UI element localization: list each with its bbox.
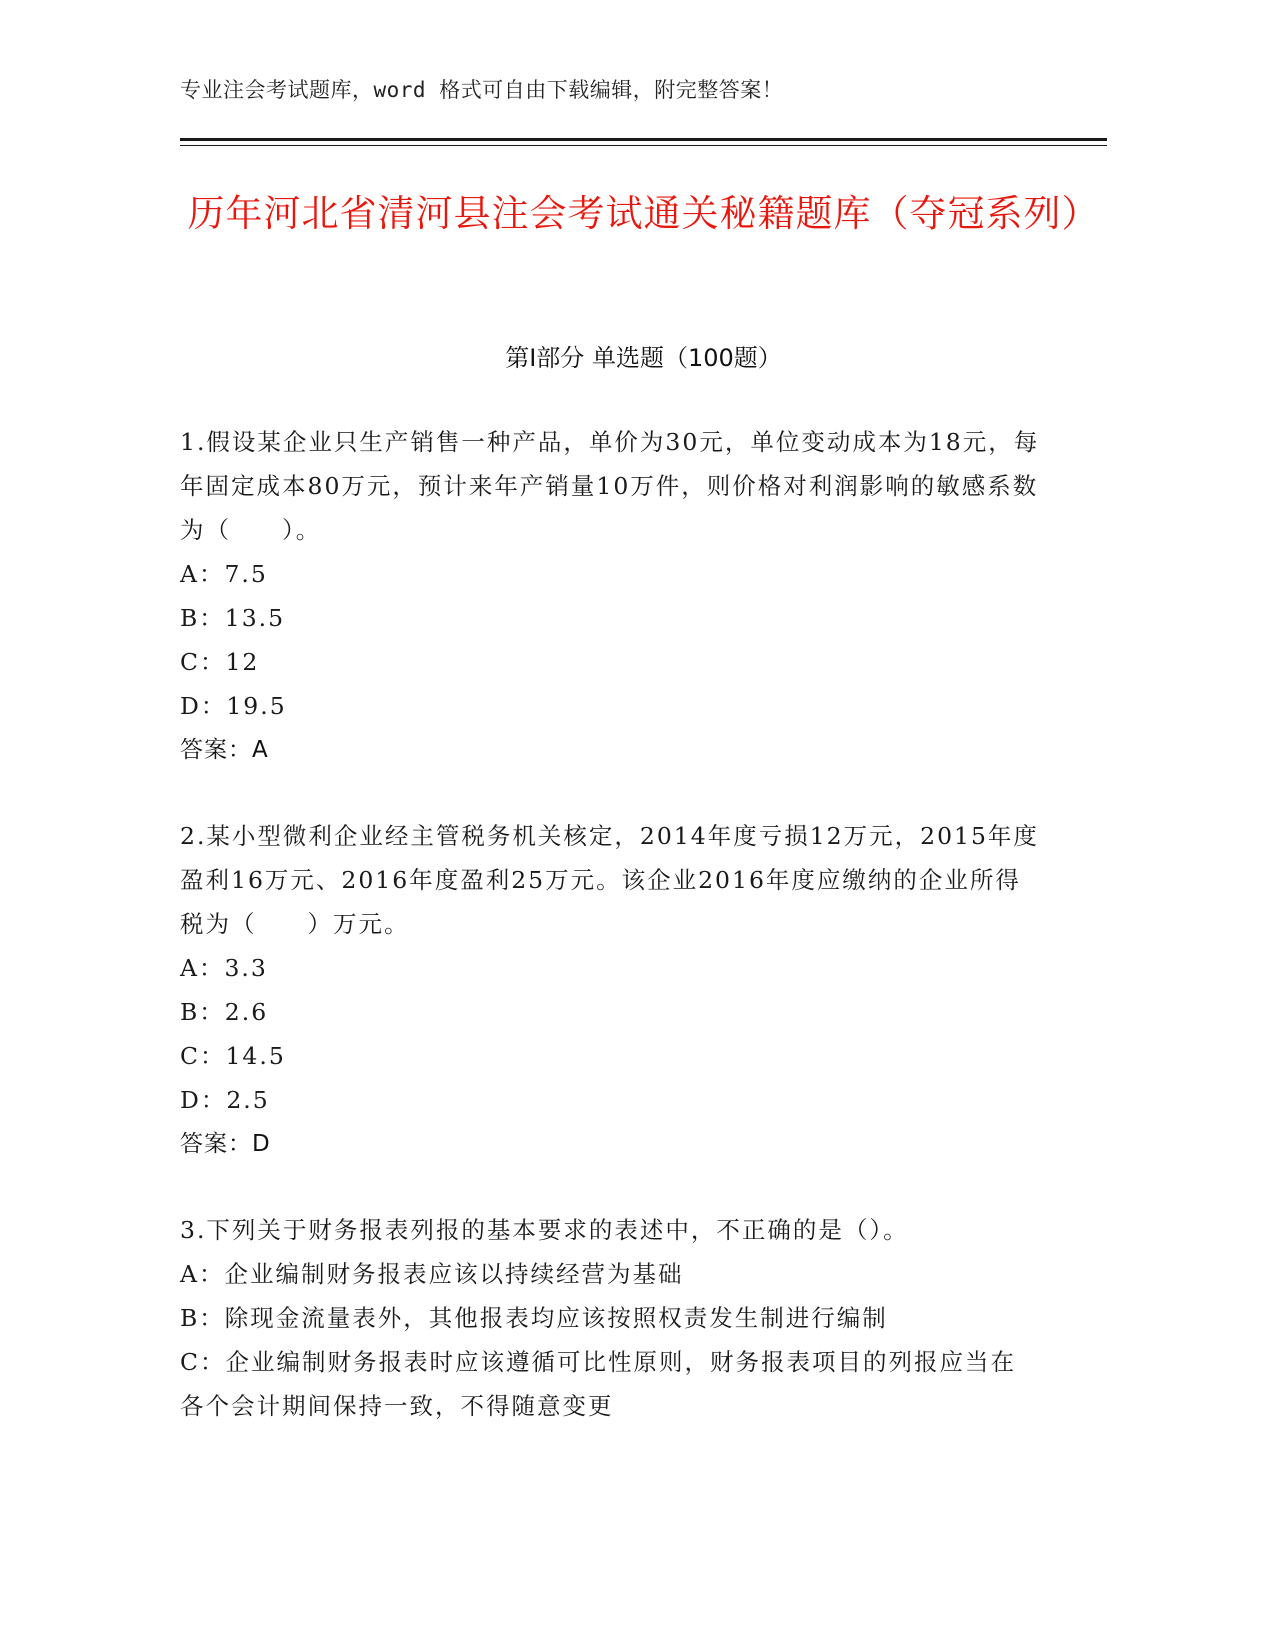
question-stem: 1.假设某企业只生产销售一种产品，单价为30元，单位变动成本为18元，每年固定成本80万元，预计来年产销量10万件，则价格对利润影响的敏感系数为（ ）。 xyxy=(180,428,1040,544)
option-a: A：3.3 xyxy=(180,954,268,982)
answer: 答案：D xyxy=(180,1131,271,1157)
option-c: C：14.5 xyxy=(180,1042,286,1070)
option-c: C：12 xyxy=(180,648,260,676)
option-b: B：13.5 xyxy=(180,604,286,632)
header-rule-thin xyxy=(180,145,1107,146)
option-d: D：2.5 xyxy=(180,1086,270,1114)
option-b: B：除现金流量表外，其他报表均应该按照权责发生制进行编制 xyxy=(180,1304,888,1332)
option-d: D：19.5 xyxy=(180,692,287,720)
question-2 xyxy=(180,814,1040,1166)
question-1 xyxy=(180,420,1040,772)
option-b: B：2.6 xyxy=(180,998,269,1026)
section-heading: 第Ⅰ部分 单选题（100题） xyxy=(505,344,782,372)
option-a: A：企业编制财务报表应该以持续经营为基础 xyxy=(180,1260,684,1288)
option-a: A：7.5 xyxy=(180,560,268,588)
document-title: 历年河北省清河县注会考试通关秘籍题库（夺冠系列） xyxy=(187,192,1100,235)
question-stem: 2.某小型微利企业经主管税务机关核定，2014年度亏损12万元，2015年度盈利16万元、2016年度盈利25万元。该企业2016年度应缴纳的企业所得税为（ ）万元。 xyxy=(180,822,1039,938)
option-c: C：企业编制财务报表时应该遵循可比性原则，财务报表项目的列报应当在各个会计期间保持一致，不得随意变更 xyxy=(180,1348,1016,1420)
question-stem: 3.下列关于财务报表列报的基本要求的表述中，不正确的是（）。 xyxy=(180,1216,909,1244)
header-note: 专业注会考试题库，word 格式可自由下载编辑，附完整答案！ xyxy=(180,78,784,102)
header-rule-thick xyxy=(180,138,1107,141)
question-3 xyxy=(180,1208,1040,1428)
question-list xyxy=(180,420,1040,1470)
answer: 答案：A xyxy=(180,737,269,763)
